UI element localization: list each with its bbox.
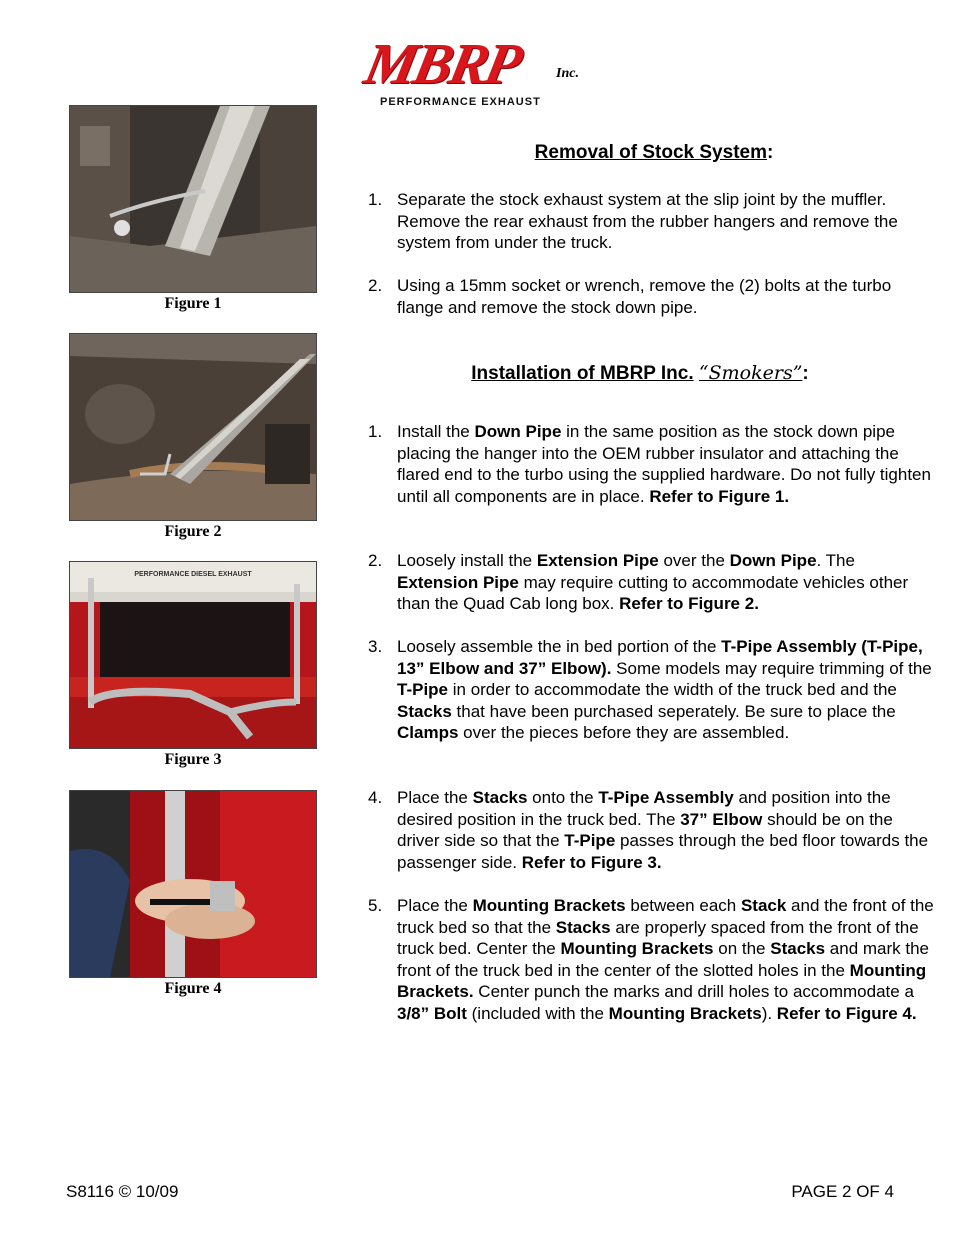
text-run: and position into the desired position in the truck bed. The (397, 788, 891, 829)
bold-term: Clamps (397, 723, 459, 742)
step-number: 5. (368, 896, 383, 915)
figure-2-photo (69, 333, 317, 521)
bold-term: Mounting Brackets. (397, 960, 927, 1001)
figure-3-caption: Figure 3 (164, 751, 222, 768)
text-run: in order to accommodate the width of the truck bed and the (448, 680, 897, 699)
figure-1-caption: Figure 1 (164, 295, 222, 312)
step-number: 1. (368, 422, 383, 441)
figure-4-photo (69, 790, 317, 978)
text-run: between each (625, 896, 741, 915)
text-run: are properly spaced from the front of the truck bed. Center the (397, 917, 919, 958)
text-run: Loosely install the (397, 551, 537, 570)
bold-term: Refer to Figure 2. (619, 594, 759, 613)
bold-term: T-Pipe (564, 831, 616, 850)
page-number: PAGE 2 OF 4 (791, 1182, 894, 1201)
removal-title-colon: : (766, 142, 774, 163)
text-run: and mark the front of the truck bed in the center of the slotted holes in the (397, 939, 930, 980)
step-text (397, 636, 940, 744)
installation-script-name: “Smokers” (698, 362, 803, 384)
bold-term: 3/8” Bolt (397, 1003, 467, 1023)
bold-term: T-Pipe Assembly (T-Pipe, 13” Elbow and 37” Elbow). (397, 637, 923, 678)
text-run: . The (816, 551, 855, 570)
step-text (397, 421, 940, 507)
figure-3 (69, 561, 317, 769)
bold-term: Stack (740, 896, 787, 915)
text-run: Some models may require trimming of the (611, 658, 932, 678)
installation-title-colon: : (802, 363, 809, 384)
text-run: passes through the bed floor towards the passenger side. (397, 831, 929, 872)
bold-term: Stacks (472, 788, 528, 807)
step-number: 4. (368, 788, 383, 807)
step-text: Separate the stock exhaust system at the slip joint by the muffler. Remove the rear exhaust from the rubber hangers and remove the system from under the truck. (397, 190, 898, 252)
text-run: over the pieces before they are assembled. (458, 723, 790, 742)
step-number: 3. (368, 637, 383, 656)
bold-term: T-Pipe (397, 680, 449, 699)
text-run: Place the (397, 896, 473, 915)
step-number: 2. (368, 551, 383, 570)
figure-2-caption: Figure 2 (164, 523, 222, 540)
bold-term: Stacks (770, 939, 826, 958)
mbrp-logo (359, 31, 610, 114)
bold-term: Refer to Figure 3. (521, 852, 662, 872)
step-text (397, 895, 940, 1024)
text-run: should be on the driver side so that the (397, 809, 893, 850)
bold-term: 37” Elbow (680, 809, 763, 829)
text-run: Install the (397, 422, 475, 441)
text-run: ). (761, 1003, 777, 1023)
step-text (397, 550, 940, 615)
figure-1-photo (69, 105, 317, 293)
step-text: Using a 15mm socket or wrench, remove the (2) bolts at the turbo flange and remove the stock down pipe. (397, 276, 892, 317)
bold-term: Stacks (555, 917, 611, 937)
text-run: and the front of the truck bed so that the (397, 896, 934, 937)
bold-term: Refer to Figure 4. (776, 1003, 917, 1023)
text-run: on the (713, 939, 771, 958)
bold-term: Mounting Brackets (472, 896, 626, 915)
text-run: in the same position as the stock down pipe placing the hanger into the OEM rubber insulator and attaching the flared end to the turbo using the supplied hardware. Do not fully tighten until all components are in place. (397, 422, 931, 506)
figure-4-caption: Figure 4 (164, 980, 222, 997)
removal-step-1 (368, 189, 940, 254)
step-text (397, 787, 940, 873)
bold-term: Extension Pipe (536, 551, 659, 570)
text-run: Loosely assemble the in bed portion of the (397, 637, 722, 656)
bold-term: Stacks (397, 701, 452, 721)
step-number: 2. (368, 276, 383, 295)
bold-term: Mounting Brackets (560, 939, 714, 958)
bold-term: T-Pipe Assembly (598, 788, 734, 807)
text-run: over the (658, 551, 730, 570)
installation-step-3 (368, 636, 940, 744)
logo-wordmark: MBRP (359, 31, 526, 96)
installation-step-4 (368, 787, 940, 873)
text-run: Place the (397, 788, 473, 807)
figure-1 (69, 105, 317, 313)
figure-3-banner-text: PERFORMANCE DIESEL EXHAUST (134, 571, 252, 578)
installation-step-5 (368, 895, 940, 1024)
installation-heading (340, 362, 940, 385)
installation-step-1 (368, 421, 940, 507)
removal-step-2 (368, 275, 940, 318)
figure-4 (69, 790, 317, 998)
figure-2 (69, 333, 317, 541)
text-run: may require cutting to accommodate vehicles other than the Quad Cab long box. (397, 572, 909, 613)
bold-term: Refer to Figure 1. (649, 486, 790, 506)
step-number: 1. (368, 190, 383, 209)
text-run: (included with the (466, 1003, 609, 1023)
text-run: onto the (527, 788, 599, 807)
bold-term: Mounting Brackets (608, 1003, 762, 1023)
bold-term: Extension Pipe (397, 572, 519, 592)
bold-term: Down Pipe (474, 422, 562, 441)
text-run: Center punch the marks and drill holes to accommodate a (473, 982, 914, 1001)
logo-inc: Inc. (556, 66, 579, 81)
installation-step-2 (368, 550, 940, 615)
removal-title: Removal of Stock System (534, 142, 767, 163)
figure-3-photo (69, 561, 317, 749)
removal-heading (368, 142, 940, 164)
document-code: S8116 © 10/09 (66, 1182, 179, 1201)
installation-title: Installation of MBRP Inc. (471, 363, 694, 384)
logo-tagline: PERFORMANCE EXHAUST (380, 96, 541, 108)
bold-term: Down Pipe (729, 551, 817, 570)
text-run: that have been purchased seperately. Be sure to place the (451, 701, 896, 721)
